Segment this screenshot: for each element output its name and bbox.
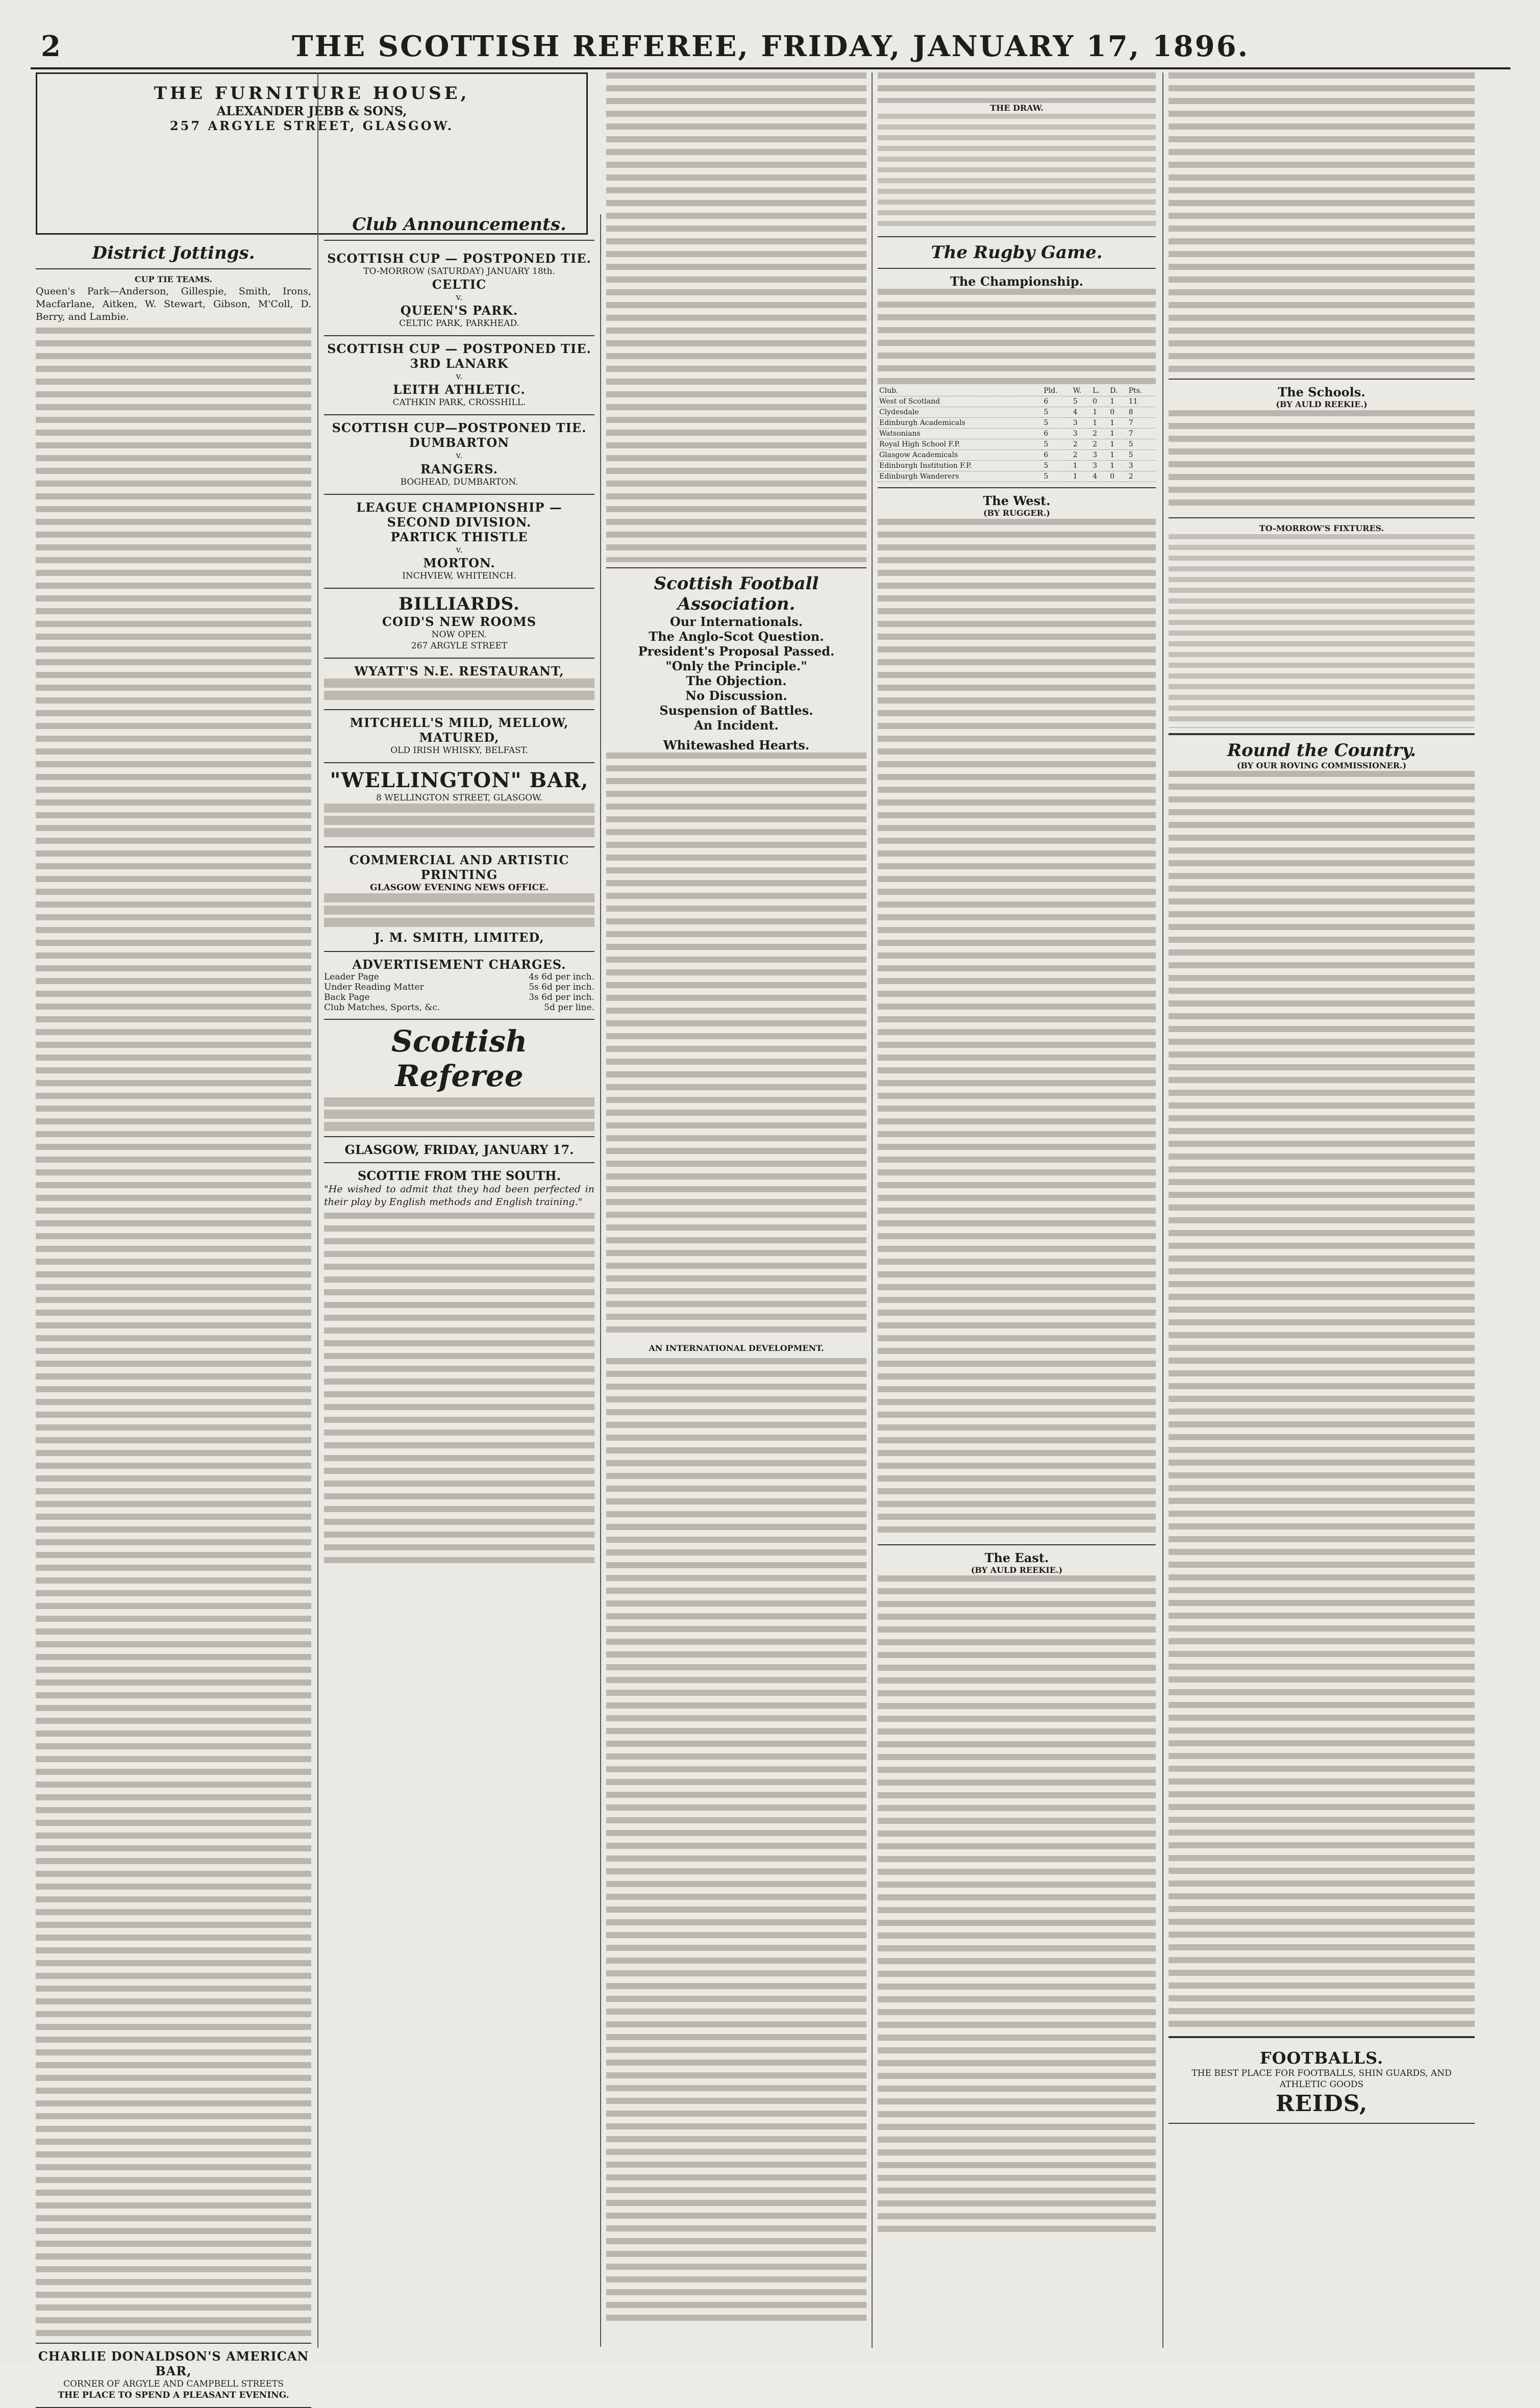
cup-tie-teams-heading: CUP TIE TEAMS. bbox=[134, 274, 213, 284]
page-number: 2 bbox=[41, 30, 61, 63]
rate-row: Leader Page 4s 6d per inch. bbox=[324, 972, 594, 983]
championship-heading: The Championship. bbox=[950, 273, 1083, 289]
wellington-advert: "WELLINGTON" BAR, 8 WELLINGTON STREET, GLASGOW. bbox=[324, 763, 594, 847]
sfa-sub-8: An Incident. bbox=[694, 718, 779, 733]
announcement-celtic: SCOTTISH CUP — POSTPONED TIE. TO-MORROW (SATURDAY) JANUARY 18th. CELTIC v. QUEEN'S PARK. CELTIC PARK, PARKHEAD. bbox=[324, 246, 594, 336]
furniture-firm: ALEXANDER JEBB & SONS, bbox=[216, 104, 407, 118]
fixtures-body bbox=[1169, 534, 1475, 728]
donaldson-advert bbox=[36, 2343, 311, 2408]
sfa-body-1 bbox=[606, 752, 866, 1339]
sfa-sub-4: "Only the Principle." bbox=[665, 659, 807, 673]
league-table bbox=[878, 386, 1156, 482]
west-body bbox=[878, 519, 1156, 1539]
advertisement-charges: ADVERTISEMENT CHARGES. Leader Page 4s 6d per inch. Under Reading Matter 5s 6d per inch. Back Page 3s 6d per inch. Club Matches, Sports, &c. 5d per line. bbox=[324, 952, 594, 1020]
column-rule bbox=[872, 72, 873, 2348]
rugby-heading: The Rugby Game. bbox=[931, 242, 1103, 263]
table-row: Watsonians 6 3 2 1 7 bbox=[878, 428, 1156, 439]
sfa-sub-3: President's Proposal Passed. bbox=[638, 644, 835, 659]
district-jottings-heading: District Jottings. bbox=[92, 243, 255, 263]
wyatt-advert: WYATT'S N.E. RESTAURANT, bbox=[324, 659, 594, 710]
dateline: GLASGOW, FRIDAY, JANUARY 17. bbox=[344, 1142, 574, 1158]
schools-byline: (BY AULD REEKIE.) bbox=[1276, 399, 1368, 409]
furniture-address: 257 ARGYLE STREET, GLASGOW. bbox=[169, 118, 454, 133]
masthead-title: THE SCOTTISH REFEREE, FRIDAY, JANUARY 17, 1896. bbox=[291, 30, 1250, 63]
west-heading: The West. bbox=[983, 493, 1051, 508]
column-rule bbox=[317, 72, 318, 2348]
table-row: Edinburgh Institution F.P. 5 1 3 1 3 bbox=[878, 460, 1156, 471]
whitewashed-heading: Whitewashed Hearts. bbox=[663, 738, 810, 752]
round-country-heading: Round the Country. bbox=[1227, 740, 1417, 761]
column-rule bbox=[1162, 72, 1163, 2348]
rate-row: Club Matches, Sports, &c. 5d per line. bbox=[324, 1002, 594, 1013]
fixtures-heading: TO-MORROW'S FIXTURES. bbox=[1259, 523, 1384, 533]
announcement-partick: LEAGUE CHAMPIONSHIP — SECOND DIVISION. PARTICK THISTLE v. MORTON. INCHVIEW, WHITEINCH. bbox=[324, 495, 594, 589]
sfa-sub-1: Our Internationals. bbox=[669, 614, 803, 629]
draw-body bbox=[878, 114, 1156, 231]
column-4 bbox=[878, 72, 1156, 2348]
teams-lead: Queen's Park—Anderson, Gillespie, Smith, Irons, Macfarlane, Aitken, W. Stewart, Gibson, M'Coll, D. Berry, and Lambie. bbox=[36, 285, 311, 322]
table-row: West of Scotland 6 5 0 1 11 bbox=[878, 396, 1156, 407]
table-row: Clydesdale 5 4 1 0 8 bbox=[878, 407, 1156, 417]
sfa-sub-6: No Discussion. bbox=[685, 688, 787, 703]
donaldson-bottom: THE PLACE TO SPEND A PLEASANT EVENING. bbox=[58, 2390, 289, 2401]
donaldson-name: CHARLIE DONALDSON'S AMERICAN BAR, bbox=[38, 2349, 309, 2379]
south-body bbox=[324, 1213, 594, 1570]
rate-row: Back Page 3s 6d per inch. bbox=[324, 992, 594, 1003]
masthead-rule bbox=[31, 67, 1510, 69]
column-rule bbox=[600, 214, 601, 2347]
col3-top-body bbox=[606, 72, 866, 562]
schools-body bbox=[1169, 410, 1475, 512]
announcement-3rd-lanark: SCOTTISH CUP — POSTPONED TIE. 3RD LANARK v. LEITH ATHLETIC. CATHKIN PARK, CROSSHILL. bbox=[324, 336, 594, 415]
sfa-sub-5: The Objection. bbox=[686, 673, 787, 688]
table-row: Royal High School F.P. 5 2 2 1 5 bbox=[878, 439, 1156, 449]
championship-body bbox=[878, 289, 1156, 386]
south-heading: SCOTTIE FROM THE SOUTH. bbox=[357, 1168, 561, 1184]
table-header-row: Club. Pld. W. L. D. Pts. bbox=[878, 386, 1156, 396]
draw-heading: THE DRAW. bbox=[990, 103, 1044, 113]
club-announcements-heading: Club Announcements. bbox=[352, 214, 566, 235]
district-jottings-body bbox=[36, 328, 311, 2343]
furniture-heading: THE FURNITURE HOUSE, bbox=[154, 83, 470, 104]
col5-top-body bbox=[1169, 72, 1475, 373]
scottish-referee-logo: Scottish Referee bbox=[391, 1024, 528, 1094]
sfa-heading: Scottish Football Association. bbox=[654, 573, 819, 614]
mitchell-advert: MITCHELL'S MILD, MELLOW, MATURED, OLD IRISH WHISKY, BELFAST. bbox=[324, 710, 594, 763]
sfa-sub-2: The Anglo-Scot Question. bbox=[649, 629, 824, 644]
sfa-sub-7: Suspension of Battles. bbox=[659, 703, 813, 718]
column-3 bbox=[606, 72, 866, 2348]
sfa-body-2 bbox=[606, 1358, 866, 2327]
rate-row: Under Reading Matter 5s 6d per inch. bbox=[324, 982, 594, 993]
round-country-body bbox=[1169, 771, 1475, 2031]
table-row: Edinburgh Academicals 5 3 1 1 7 bbox=[878, 417, 1156, 428]
column-2 bbox=[324, 214, 594, 2347]
east-byline: (BY AULD REEKIE.) bbox=[971, 1565, 1063, 1575]
masthead bbox=[31, 30, 1510, 65]
round-country-byline: (BY OUR ROVING COMMISSIONER.) bbox=[1236, 760, 1407, 770]
west-byline: (BY RUGGER.) bbox=[983, 508, 1050, 518]
announcement-dumbarton: SCOTTISH CUP—POSTPONED TIE. DUMBARTON v. RANGERS. BOGHEAD, DUMBARTON. bbox=[324, 415, 594, 494]
south-quote: "He wished to admit that they had been perfected in their play by English methods and English training." bbox=[324, 1184, 594, 1208]
column-5 bbox=[1169, 72, 1475, 2348]
east-heading: The East. bbox=[984, 1550, 1049, 1565]
donaldson-line: CORNER OF ARGYLE AND CAMPBELL STREETS bbox=[63, 2379, 284, 2390]
footballs-advert: FOOTBALLS. THE BEST PLACE FOR FOOTBALLS, SHIN GUARDS, AND ATHLETIC GOODS REIDS, bbox=[1169, 2043, 1475, 2123]
table-row: Edinburgh Wanderers 5 1 4 0 2 bbox=[878, 471, 1156, 482]
east-body bbox=[878, 1575, 1156, 2239]
billiards-advert: BILLIARDS. COID'S NEW ROOMS NOW OPEN. 267 ARGYLE STREET bbox=[324, 589, 594, 659]
furniture-advert bbox=[36, 72, 588, 235]
intl-heading: AN INTERNATIONAL DEVELOPMENT. bbox=[649, 1343, 824, 1353]
table-row: Glasgow Academicals 6 2 3 1 5 bbox=[878, 449, 1156, 460]
furniture-body bbox=[46, 138, 577, 221]
schools-heading: The Schools. bbox=[1278, 385, 1365, 399]
printing-advert: COMMERCIAL AND ARTISTIC PRINTING GLASGOW EVENING NEWS OFFICE. J. M. SMITH, LIMITED, bbox=[324, 847, 594, 952]
col4-top-body bbox=[878, 72, 1156, 103]
